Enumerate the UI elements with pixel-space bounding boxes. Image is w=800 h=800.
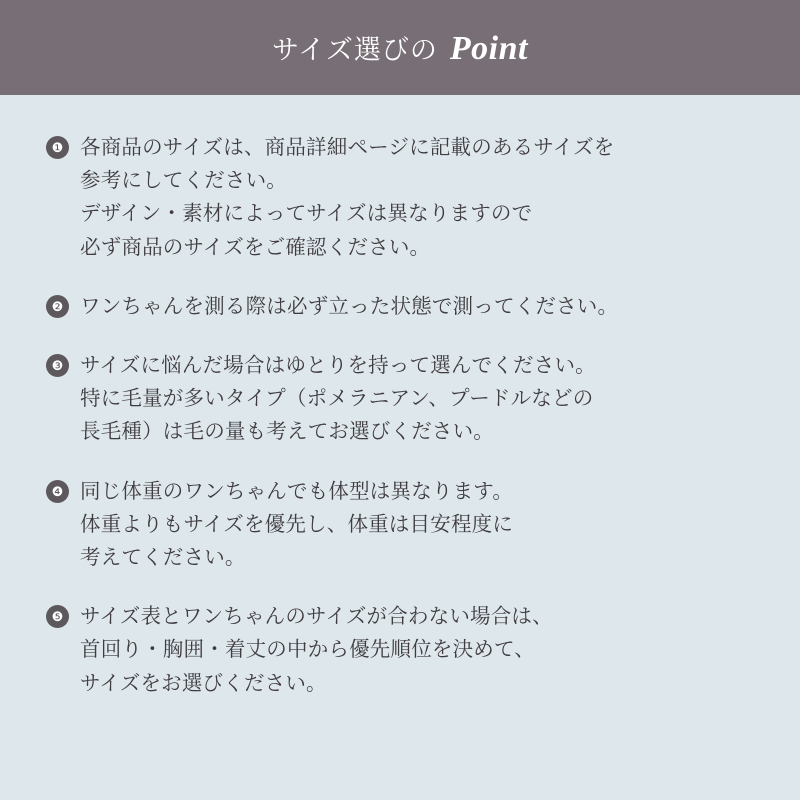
- point-number-badge: ❹: [46, 480, 69, 503]
- point-line: サイズに悩んだ場合はゆとりを持って選んでください。: [80, 354, 596, 378]
- point-line: 体重よりもサイズを優先し、体重は目安程度に: [80, 512, 514, 536]
- point-text: [80, 475, 754, 575]
- list-item: [46, 475, 754, 575]
- list-item: [46, 290, 754, 323]
- page-header: [0, 0, 800, 95]
- point-number-badge: ❺: [46, 605, 69, 628]
- point-text: [80, 349, 754, 449]
- point-number-badge: ❸: [46, 354, 69, 377]
- point-line: 長毛種）は毛の量も考えてお選びください。: [80, 420, 494, 444]
- point-line: 必ず商品のサイズをご確認ください。: [80, 235, 431, 259]
- list-item: [46, 131, 754, 264]
- point-number-badge: ❶: [46, 136, 69, 159]
- point-line: 首回り・胸囲・着丈の中から優先順位を決めて、: [80, 638, 535, 662]
- point-line: デザイン・素材によってサイズは異なりますので: [80, 202, 533, 226]
- point-line: 同じ体重のワンちゃんでも体型は異なります。: [80, 479, 514, 503]
- point-line: ワンちゃんを測る際は必ず立った状態で測ってください。: [80, 294, 619, 318]
- point-line: 特に毛量が多いタイプ（ポメラニアン、プードルなどの: [80, 387, 594, 411]
- point-line: サイズをお選びください。: [80, 671, 327, 695]
- page-title: [272, 28, 528, 68]
- point-list: [46, 131, 754, 700]
- point-text: [80, 600, 754, 700]
- point-line: 考えてください。: [80, 546, 246, 570]
- point-number-badge: ❷: [46, 295, 69, 318]
- page-title-en: Point: [449, 29, 528, 67]
- page-title-jp: サイズ選びの: [272, 34, 438, 65]
- point-line: サイズ表とワンちゃんのサイズが合わない場合は、: [80, 605, 553, 629]
- list-item: [46, 349, 754, 449]
- point-line: 各商品のサイズは、商品詳細ページに記載のあるサイズを: [80, 136, 615, 159]
- points-section: [0, 95, 800, 800]
- point-text: [80, 290, 754, 323]
- point-text: [80, 131, 754, 264]
- point-line: 参考にしてください。: [80, 169, 287, 193]
- list-item: [46, 600, 754, 700]
